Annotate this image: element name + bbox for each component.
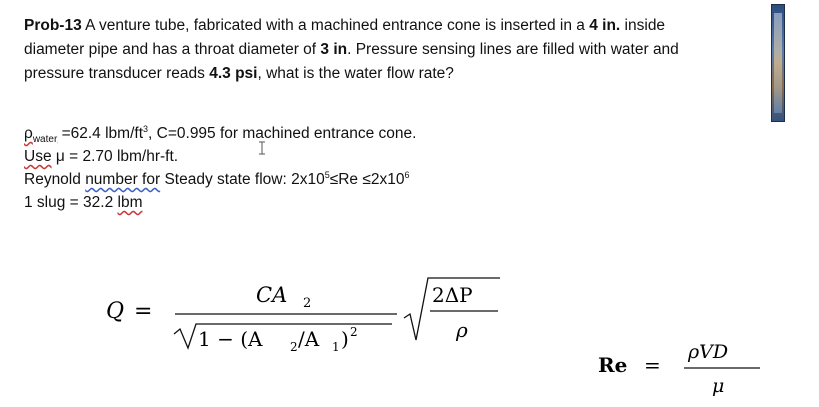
re-symbol: Re	[598, 353, 628, 377]
den-exponent: 2	[350, 325, 358, 339]
pressure-reading: 4.3 psi	[209, 65, 258, 82]
side-image-thumbnail	[771, 4, 785, 122]
reynolds-range-text: Steady state flow: 2x10	[160, 171, 325, 188]
flow-rate-equation	[106, 278, 500, 354]
slug-unit: lbm	[117, 194, 143, 211]
problem-text-3: . Pressure sensing lines are filled with water and pressure transducer reads	[24, 41, 679, 82]
rho-water-symbol: $\rho_{water}$	[24, 125, 58, 146]
slug-conversion: 1 slug = 32.2	[24, 194, 118, 211]
pipe-diameter: 4 in.	[589, 17, 621, 34]
root-numerator: 2ΔP	[432, 283, 473, 307]
problem-text-2: inside diameter pipe and has a throat diameter of	[24, 17, 666, 58]
re-denominator: μ	[712, 375, 725, 397]
den-suffix: )	[341, 327, 349, 351]
numerator-ca: CA	[256, 283, 288, 307]
reynolds-equation	[598, 341, 760, 397]
problem-label: Prob-13	[24, 17, 82, 34]
q-symbol: Q	[106, 299, 125, 324]
reynolds-range-mid: ≤Re ≤2x10	[329, 171, 405, 188]
numerator-sub: 2	[303, 296, 312, 311]
text-cursor-icon	[259, 142, 265, 154]
rho-value: =62.4 lbm/ft	[57, 125, 144, 142]
root-denominator: ρ	[456, 318, 468, 342]
discharge-coefficient: , C=0.995 for machined entrance cone.	[148, 125, 417, 142]
den-mid: /A	[298, 327, 320, 351]
reynold-word: Reynold	[24, 171, 81, 188]
den-sub-2: 1	[332, 340, 340, 354]
problem-text-1: A venture tube, fabricated with a machined entrance cone is inserted in a	[81, 17, 590, 34]
throat-diameter: 3 in	[320, 41, 348, 58]
number-for: number for	[85, 171, 161, 188]
rho-exponent: 3	[143, 123, 149, 134]
reynolds-exp-high: 6	[404, 169, 410, 180]
den-prefix: 1 − (A	[198, 327, 263, 351]
re-numerator: ρVD	[688, 341, 729, 363]
den-sub-1: 2	[290, 340, 298, 354]
q-equals: =	[134, 299, 153, 324]
re-equals: =	[644, 353, 661, 377]
viscosity-value: μ = 2.70 lbm/hr-ft.	[55, 148, 179, 165]
thumbnail-picture	[774, 13, 782, 113]
use-label: Use	[24, 148, 52, 165]
problem-text-4: , what is the water flow rate?	[257, 65, 454, 82]
reynolds-exp-low: 5	[324, 169, 330, 180]
